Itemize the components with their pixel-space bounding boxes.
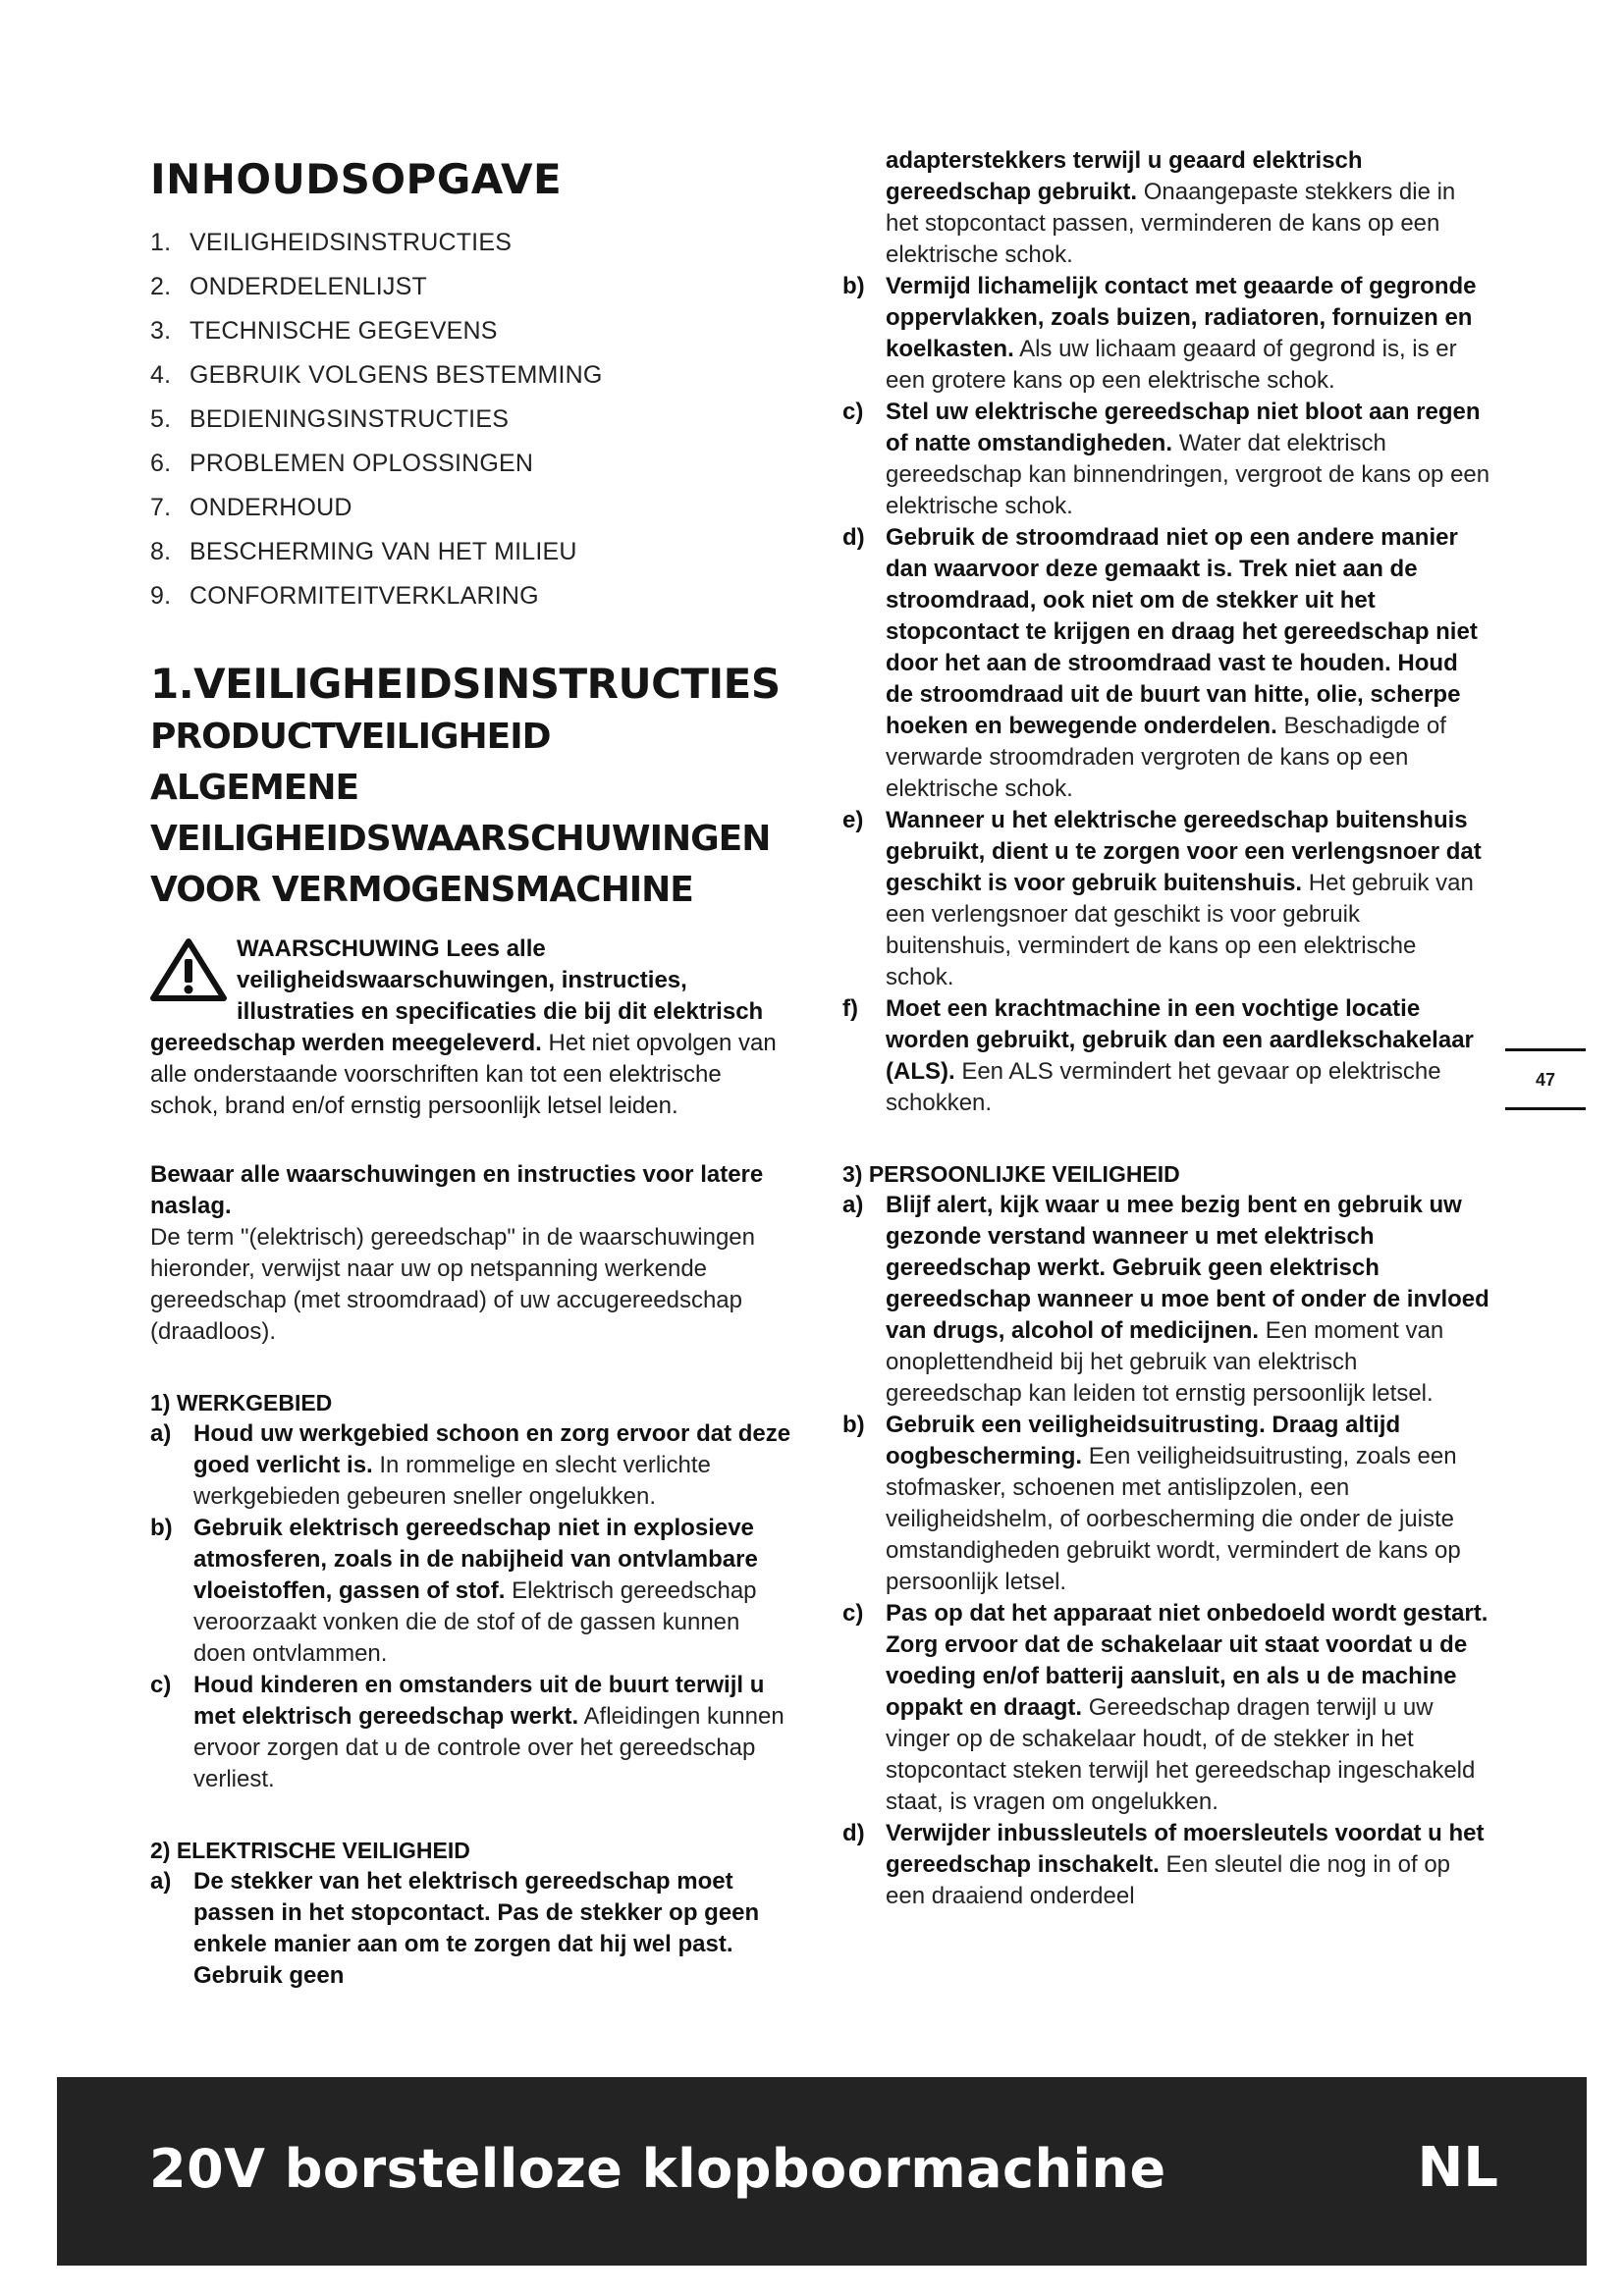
toc-item: 2. ONDERDELENLIJST xyxy=(150,273,427,300)
list-item: a) Blijf alert, kijk waar u mee bezig bent en gebruik uw gezonde verstand wanneer u met elektrisch gereedschap werkt. Gebruik geen elektrisch gereedschap wanneer u moe bent of onder de invloed van drugs, alcohol of medicijnen. Een moment van onoplettendheid bij het gebruik van elektrisch gereedschap kan leiden tot ernstig persoonlijk letsel. xyxy=(842,1192,1489,1407)
page-number-rule-top xyxy=(1505,1048,1586,1051)
warning-triangle-icon xyxy=(150,937,227,1002)
list-item: d) Verwijder inbussleutels of moersleutels voordat u het gereedschap inschakelt. Een sleutel die nog in of op een draaiend onderdeel xyxy=(842,1820,1485,1909)
list-item: a) De stekker van het elektrisch gereedschap moet passen in het stopcontact. Pas de stekker op geen enkele manier aan om te zorgen dat hij wel past. Gebruik geen xyxy=(150,1868,760,1989)
warning-text: Het niet opvolgen van alle onderstaande voorschriften kan tot een elektrische schok, brand en/of ernstig persoonlijk letsel leiden. xyxy=(150,1030,777,1119)
section-subheading: PRODUCTVEILIGHEID xyxy=(150,717,551,757)
list-item-continued: adapterstekkers terwijl u geaard elektrisch gereedschap gebruikt. Onaangepaste stekkers die in het stopcontact passen, verminderen de kans op een elektrische schok. xyxy=(886,147,1456,268)
toc-item: 6. PROBLEMEN OPLOSSINGEN xyxy=(150,450,534,477)
page-number-rule-bottom xyxy=(1505,1107,1586,1110)
warning-bold: WAARSCHUWING Lees alle veiligheidswaarschuwingen, instructies, illustraties en specificaties die bij dit elektrisch gereedschap werden meegeleverd. xyxy=(150,935,764,1056)
keep-bold: Bewaar alle waarschuwingen en instructies voor latere naslag. xyxy=(150,1161,764,1219)
keep-text: De term "(elektrisch) gereedschap" in de waarschuwingen hieronder, verwijst naar uw op netspanning werkende gereedschap (met stroomdraad) of uw accugereedschap (draadloos). xyxy=(150,1224,755,1345)
list-item: a) Houd uw werkgebied schoon en zorg ervoor dat deze goed verlicht is. In rommelige en slecht verlichte werkgebieden gebeuren sneller ongelukken. xyxy=(150,1420,791,1510)
section-subheading: VEILIGHEIDSWAARSCHUWINGEN xyxy=(150,819,771,859)
left-column xyxy=(150,147,793,1992)
footer-bar xyxy=(57,2077,1587,2266)
list-item: f) Moet een krachtmachine in een vochtige locatie worden gebruikt, gebruik dan een aardlekschakelaar (ALS). Een ALS vermindert het gevaar op elektrische schokken. xyxy=(842,995,1474,1116)
toc-item: 4. GEBRUIK VOLGENS BESTEMMING xyxy=(150,361,603,389)
toc-item: 9. CONFORMITEITVERKLARING xyxy=(150,582,539,610)
toc-item: 3. TECHNISCHE GEGEVENS xyxy=(150,317,498,345)
toc-item: 5. BEDIENINGSINSTRUCTIES xyxy=(150,405,510,433)
werkgebied-heading: 1) WERKGEBIED xyxy=(150,1390,333,1415)
page-number-marker xyxy=(1505,1048,1586,1109)
list-item: d) Gebruik de stroomdraad niet op een andere manier dan waarvoor deze gemaakt is. Trek niet aan de stroomdraad, ook niet om de stekker uit het stopcontact te krijgen en draag het gereedschap niet door het aan de stroomdraad vast te houden. Houd de stroomdraad uit de buurt van hitte, olie, scherpe hoeken en bewegende onderdelen. Beschadigde of verwarde stroomdraden vergroten de kans op een elektrische schok. xyxy=(842,524,1478,802)
product-title: 20V borstelloze klopboormachine xyxy=(149,2138,1166,2200)
section-heading: 1.VEILIGHEIDSINSTRUCTIES xyxy=(150,660,781,708)
toc-item: 7. ONDERHOUD xyxy=(150,494,352,521)
keep-instructions xyxy=(150,1159,793,1348)
warning-block xyxy=(150,934,793,1122)
list-item: b) Gebruik elektrisch gereedschap niet in explosieve atmosferen, zoals in de nabijheid van ontvlambare vloeistoffen, gassen of stof. Elektrisch gereedschap veroorzaakt vonken die de stof of de gassen kunnen doen ontvlammen. xyxy=(150,1515,758,1667)
toc-item: 8. BESCHERMING VAN HET MILIEU xyxy=(150,538,577,565)
list-item: e) Wanneer u het elektrische gereedschap buitenshuis gebruikt, dient u te zorgen voor een verlengsnoer dat geschikt is voor gebruik buitenshuis. Het gebruik van een verlengsnoer dat geschikt is voor gebruik buitenshuis, vermindert de kans op een elektrische schok. xyxy=(842,807,1482,990)
section-subheading: ALGEMENE xyxy=(150,768,359,808)
list-item: b) Gebruik een veiligheidsuitrusting. Draag altijd oogbescherming. Een veiligheidsuitrusting, zoals een stofmasker, schoenen met antislipzolen, een veiligheidshelm, of oorbescherming die onder de juiste omstandigheden gebruikt wordt, vermindert de kans op persoonlijk letsel. xyxy=(842,1412,1461,1595)
page-number: 47 xyxy=(1535,1070,1556,1090)
language-code: NL xyxy=(1417,2136,1498,2200)
elektrisch-heading: 2) ELEKTRISCHE VEILIGHEID xyxy=(150,1838,470,1863)
right-column xyxy=(842,145,1490,1912)
toc-item: 1. VEILIGHEIDSINSTRUCTIES xyxy=(150,229,513,256)
persoonlijk-heading: 3) PERSOONLIJKE VEILIGHEID xyxy=(842,1161,1180,1187)
section-subheading: VOOR VERMOGENSMACHINE xyxy=(150,870,693,910)
list-item: c) Stel uw elektrische gereedschap niet bloot aan regen of natte omstandigheden. Water dat elektrisch gereedschap kan binnendringen, vergroot de kans op een elektrische schok. xyxy=(842,399,1490,519)
toc-list xyxy=(150,221,793,618)
list-item: b) Vermijd lichamelijk contact met geaarde of gegronde oppervlakken, zoals buizen, radiatoren, fornuizen en koelkasten. Als uw lichaam geaard of gegrond is, is er een grotere kans op een elektrische schok. xyxy=(842,273,1477,394)
list-item: c) Houd kinderen en omstanders uit de buurt terwijl u met elektrisch gereedschap werkt. Afleidingen kunnen ervoor zorgen dat u de controle over het gereedschap verliest. xyxy=(150,1672,785,1792)
list-item: c) Pas op dat het apparaat niet onbedoeld wordt gestart. Zorg ervoor dat de schakelaar uit staat voordat u de voeding en/of batterij aansluit, en als u de machine oppakt en draagt. Gereedschap dragen terwijl u uw vinger op de schakelaar houdt, of de stekker in het stopcontact steken terwijl het gereedschap ingeschakeld staat, is vragen om ongelukken. xyxy=(842,1600,1489,1815)
toc-title: INHOUDSOPGAVE xyxy=(150,155,563,203)
